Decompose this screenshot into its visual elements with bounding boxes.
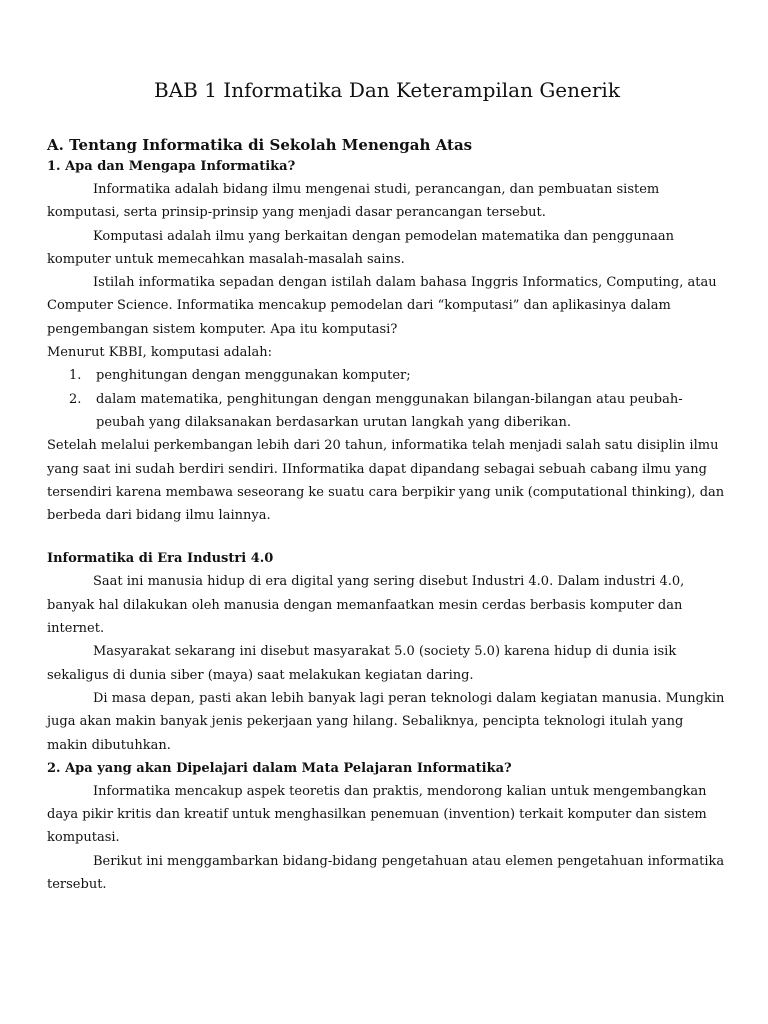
section-a-heading: A. Tentang Informatika di Sekolah Menengah Atas <box>47 136 473 154</box>
paragraph-industri-1: Saat ini manusia hidup di era digital yang sering disebut Industri 4.0. Dalam industri 4.0, banyak hal dilakukan oleh manusia dengan memanfaatkan mesin cerdas berbasis komputer dan internet. <box>47 574 685 637</box>
industri-heading: Informatika di Era Industri 4.0 <box>47 551 274 567</box>
paragraph-istilah: Istilah informatika sepadan dengan istilah dalam bahasa Inggris Informatics, Computing, atau Computer Science. Informatika mencakup pemodelan dari “komputasi” dan aplikasinya dalam pengembangan sistem komputer. Apa itu komputasi? <box>47 275 717 337</box>
paragraph-perkembangan: Setelah melalui perkembangan lebih dari 20 tahun, informatika telah menjadi salah satu disiplin ilmu yang saat ini sudah berdiri sendiri. IInformatika dapat dipandang sebagai sebuah cabang ilmu yang tersendiri karena membawa seseorang ke suatu cara berpikir yang unik (computational thinking), dan berbeda dari bidang ilmu lainnya. <box>47 438 725 524</box>
list-number: 2. <box>69 391 82 407</box>
paragraph-industri-2: Masyarakat sekarang ini disebut masyarakat 5.0 (society 5.0) karena hidup di dunia isik sekaligus di dunia siber (maya) saat melakukan kegiatan daring. <box>47 644 677 683</box>
document-title: BAB 1 Informatika Dan Keterampilan Generik <box>154 78 620 102</box>
sub1-heading: 1. Apa dan Mengapa Informatika? <box>47 159 296 174</box>
list-item <box>47 388 727 435</box>
paragraph-definition-informatika: Informatika adalah bidang ilmu mengenai studi, perancangan, dan pembuatan sistem komputasi, serta prinsip-prinsip yang menjadi dasar perancangan tersebut. <box>47 182 660 221</box>
list-item <box>47 364 727 387</box>
paragraph-definition-komputasi: Komputasi adalah ilmu yang berkaitan dengan pemodelan matematika dan penggunaan komputer untuk memecahkan masalah-masalah sains. <box>47 228 674 267</box>
kbbi-intro: Menurut KBBI, komputasi adalah: <box>47 345 273 361</box>
list-number: 1. <box>69 368 82 384</box>
paragraph-sub2-2: Berikut ini menggambarkan bidang-bidang pengetahuan atau elemen pengetahuan informatika tersebut. <box>47 853 725 893</box>
list-item-text: penghitungan dengan menggunakan komputer; <box>96 368 411 384</box>
spacer <box>47 527 727 547</box>
kbbi-definition-list <box>47 364 727 434</box>
paragraph-sub2-1: Informatika mencakup aspek teoretis dan praktis, mendorong kalian untuk mengembangkan daya pikir kritis dan kreatif untuk menghasilkan penemuan (invention) terkait komputer dan sistem komputasi. <box>47 783 707 846</box>
sub2-heading: 2. Apa yang akan Dipelajari dalam Mata Pelajaran Informatika? <box>47 760 512 776</box>
document-page <box>47 76 727 896</box>
paragraph-industri-3: Di masa depan, pasti akan lebih banyak lagi peran teknologi dalam kegiatan manusia. Mungkin juga akan makin banyak jenis pekerjaan yang hilang. Sebaliknya, pencipta teknologi itulah yang makin dibutuhkan. <box>47 690 725 753</box>
list-item-text: dalam matematika, penghitungan dengan menggunakan bilangan-bilangan atau peubah-peubah yang dilaksanakan berdasarkan urutan langkah yang diberikan. <box>96 391 683 430</box>
